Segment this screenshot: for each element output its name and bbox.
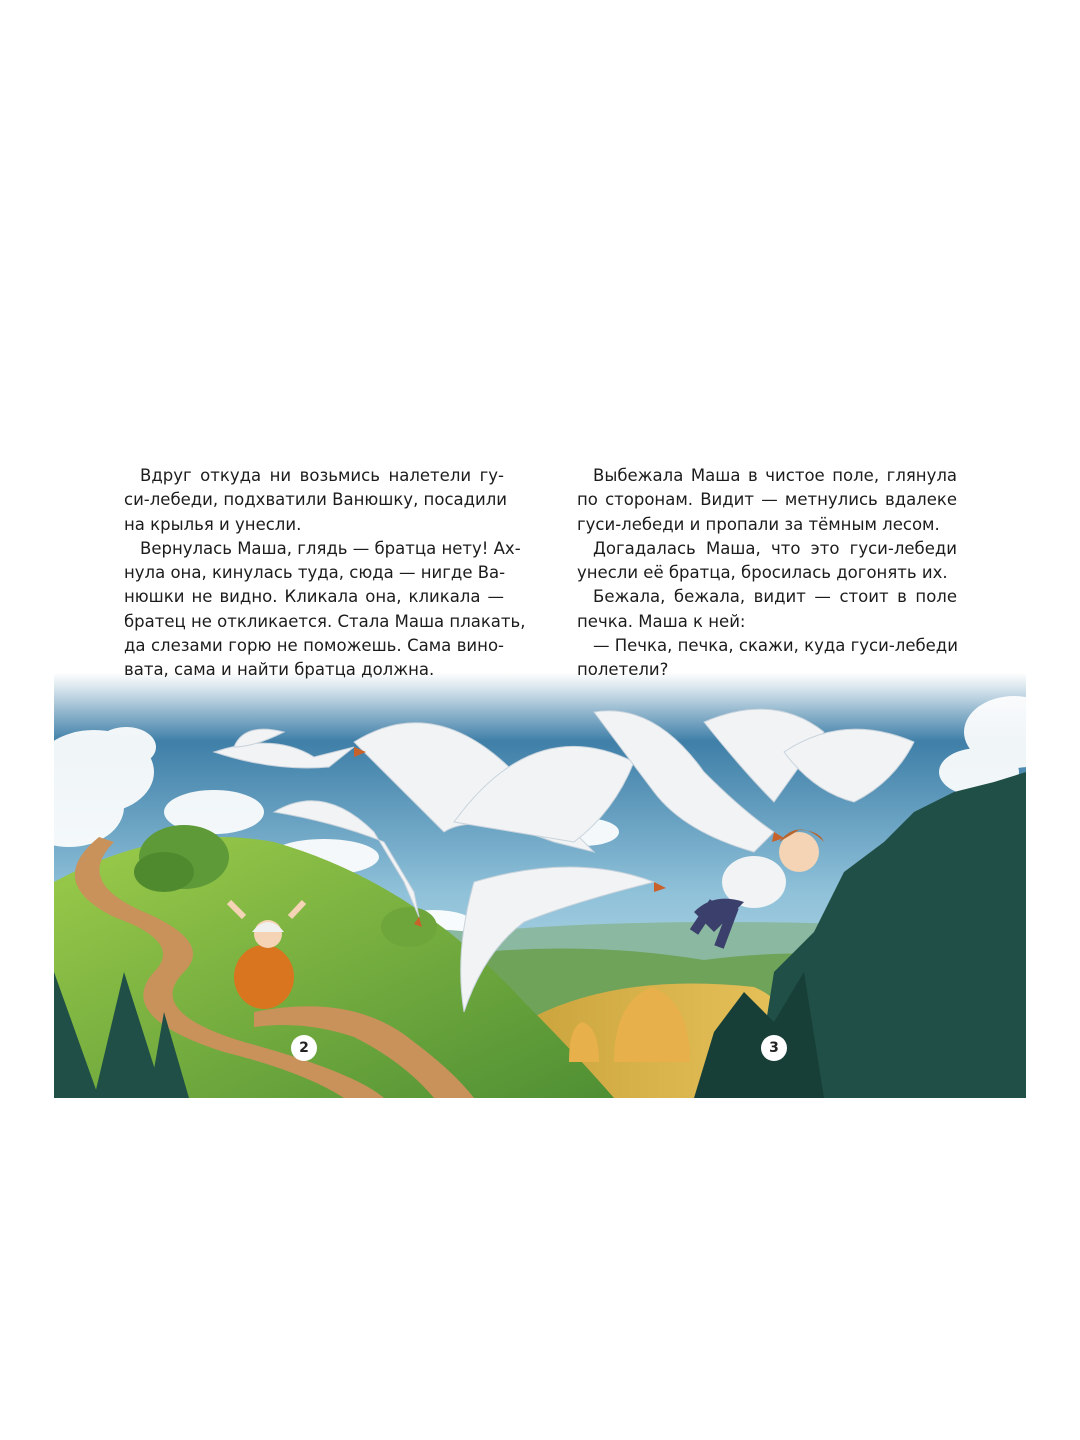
text-line: братец не откликается. Стала Маша плакать, xyxy=(124,611,526,631)
text-line: печка. Маша к ней: xyxy=(577,611,746,631)
right-page-text xyxy=(577,464,957,683)
text-line: унесли её братца, бросилась догонять их. xyxy=(577,563,948,583)
text-line: Вернулась Маша, глядь — братца нету! Ах- xyxy=(140,538,521,558)
text-line: нула она, кинулась туда, сюда — нигде Ва- xyxy=(124,563,506,583)
text-line: си-лебеди, подхватили Ванюшку, посадили xyxy=(124,490,508,510)
text-line: Выбежала Маша в чистое поле, глянула xyxy=(593,466,957,485)
page-number-left: 2 xyxy=(291,1035,317,1061)
left-page-text xyxy=(124,464,526,683)
text-line: по сторонам. Видит — метнулись вдалеке xyxy=(577,490,957,510)
text-line: на крылья и унесли. xyxy=(124,514,302,534)
text-line: — Печка, печка, скажи, куда гуси-лебеди xyxy=(593,636,958,656)
text-line: гуси-лебеди и пропали за тёмным лесом. xyxy=(577,514,940,534)
text-line: Бежала, бежала, видит — стоит в поле xyxy=(593,587,957,607)
text-line: полетели? xyxy=(577,660,669,680)
text-line: да слезами горю не поможешь. Сама вино- xyxy=(124,636,504,656)
book-spread xyxy=(54,412,1026,1098)
text-line: нюшки не видно. Кликала она, кликала — xyxy=(124,587,504,607)
text-line: вата, сама и найти братца должна. xyxy=(124,660,435,680)
text-line: Догадалась Маша, что это гуси-лебеди xyxy=(593,538,957,558)
page-number-right: 3 xyxy=(761,1035,787,1061)
text-line: Вдруг откуда ни возьмись налетели гу- xyxy=(140,466,504,485)
